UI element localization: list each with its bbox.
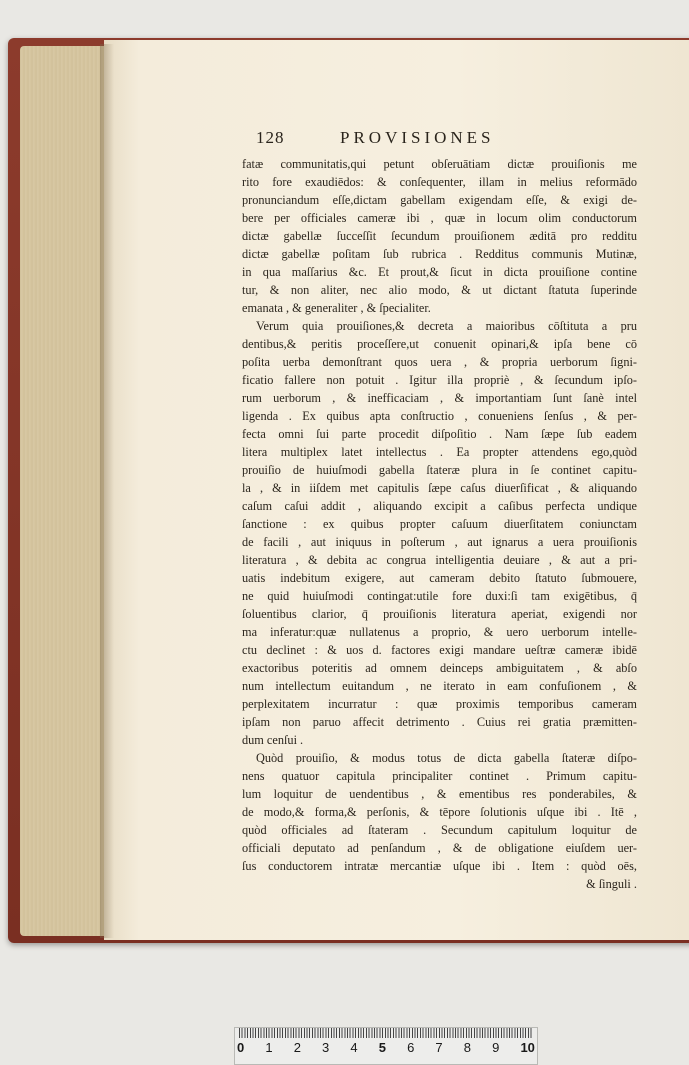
text-line: rito fore exaudiēdos: & conſequenter, illam in melius reformādo <box>242 175 637 189</box>
text-line: dentibus,& peritis proceſſere,ut conuenit opinari,& ipſa bene cō <box>242 337 637 351</box>
ruler-label: 3 <box>322 1040 330 1055</box>
text-line: ficatio fallere non potuit . Igitur illa propriè , & ſecundum ipſo- <box>242 373 637 387</box>
text-line: num intellectum euitandum , ne iterato in eam confuſionem , & <box>242 679 637 693</box>
ruler-label: 8 <box>463 1040 471 1055</box>
text-line: dictæ gabellæ poſitam ſub rubrica . Redditus communis Mutinæ, <box>242 247 637 261</box>
page-header <box>256 128 556 152</box>
text-line: in qua maſſarius &c. Et prout,& ſicut in dicta prouiſione contine <box>242 265 637 279</box>
text-line: litera multiplex latet intellectus . Ea propter attendens ego,quòd <box>242 445 637 459</box>
text-line: ſanctione : ex quibus propter caſuum diuerſitatem coniunctam <box>242 517 637 531</box>
scale-ruler <box>234 1027 538 1065</box>
text-line: exactoribus poteritis ad omnem deinceps ambiguitatem , & abſo <box>242 661 637 675</box>
text-line: ctu declinet : & uos d. factores exigi mandare ueſtræ cameræ ibidē <box>242 643 637 657</box>
text-line: literatura , & debita ac congrua intelligentia deuiare , & aut a pri- <box>242 553 637 567</box>
text-line: fecta omni ſui parte procedit diſpoſitio . Nam ſæpe ſub eadem <box>242 427 637 441</box>
text-line: Quòd prouiſio, & modus totus de dicta gabella ſtateræ diſpo- <box>256 751 637 765</box>
text-line: bere per officiales cameræ ibi , quæ in locum olim conductorum <box>242 211 637 225</box>
ruler-label: 2 <box>293 1040 301 1055</box>
ruler-label: 9 <box>492 1040 500 1055</box>
text-line: ne quid huiuſmodi contingat:utile fore duxi:ſi tam exigētibus, q̄ <box>242 589 637 603</box>
text-line: rum uerborum , & inefficaciam , & importantiam ſunt ſanè intel <box>242 391 637 405</box>
text-line: poſita uerba demonſtrant quos uera , & propria uerborum ſigni- <box>242 355 637 369</box>
text-line: ſoluentibus clarior, q̄ prouiſionis literatura aperiat, exigendi nor <box>242 607 637 621</box>
page-gutter-shadow <box>100 44 114 938</box>
running-head: PROVISIONES <box>340 128 495 147</box>
text-line: de modo,& forma,& perſonis, & tēpore ſolutionis uſque ibi . Itē , <box>242 805 637 819</box>
ruler-label: 5 <box>378 1040 386 1055</box>
text-line: dum cenſui . <box>242 733 304 747</box>
ruler-label: 4 <box>350 1040 358 1055</box>
text-line: caſum caſui addit , aliquando excipit a caſibus perfecta undique <box>242 499 637 513</box>
text-line: emanata , & generaliter , & ſpecialiter. <box>242 301 431 315</box>
ruler-label: 1 <box>265 1040 273 1055</box>
ruler-label: 0 <box>237 1040 245 1055</box>
text-line: fatæ communitatis,qui petunt obſeruātiam dictæ prouiſionis me <box>242 157 637 171</box>
text-line: quòd officiales ad ſtateram . Secundum capitulum loquitur de <box>242 823 637 837</box>
text-line: ma inferatur:quæ nullatenus a proprio, & uero uerborum intelle- <box>242 625 637 639</box>
text-line: & ſinguli . <box>586 877 637 891</box>
text-line: pronunciandum eſſe,dictam gabellam exigendam eſſe, & exigi de- <box>242 193 637 207</box>
text-line: uatis indebitum exigere, aut cameram debito ſtatuto ſubmouere, <box>242 571 637 585</box>
text-line: Verum quia prouiſiones,& decreta a maioribus cōſtituta a pru <box>256 319 637 333</box>
ruler-ticks <box>239 1028 533 1038</box>
text-line: prouiſio de huiuſmodi gabella ſtateræ plura in ſe continet capitu- <box>242 463 637 477</box>
text-line: ſus conductorem intratæ mercantiæ uſque ibi . Item : quòd oēs, <box>242 859 637 873</box>
page-edges <box>20 46 110 936</box>
text-line: lum loquitur de uendentibus , & ementibus res ponderabiles, & <box>242 787 637 801</box>
text-line: de facili , aut iniquus in poſterum , aut ignarus a uera prouiſionis <box>242 535 637 549</box>
text-line: tur, & non aliter, nec alio modo, & ut dictant ſtatuta ſuperinde <box>242 283 637 297</box>
ruler-label: 7 <box>435 1040 443 1055</box>
text-line: nens quatuor capitula principaliter continet . Primum capitu- <box>242 769 637 783</box>
ruler-label: 6 <box>407 1040 415 1055</box>
ruler-label: 10 <box>520 1040 535 1055</box>
page-number: 128 <box>256 128 285 147</box>
text-line: officiali deputato ad penſandum , & de obligatione eiuſdem uer- <box>242 841 637 855</box>
text-line: perplexitatem incurratur : quæ proximis temporibus cameram <box>242 697 637 711</box>
text-line: la , & in iiſdem met capitulis ſæpe caſus diuerſificat , & aliquando <box>242 481 637 495</box>
text-line: ligenda . Ex quibus apta conſtructio , conueniens ſenſus , & per- <box>242 409 637 423</box>
text-line: dictæ gabellæ ſucceſſit ſecundum prouiſionem æditā pro redditu <box>242 229 637 243</box>
text-line: ipſam non paruo affecit detrimento . Cuius rei gratia præmitten- <box>242 715 637 729</box>
body-text <box>242 155 637 893</box>
ruler-labels <box>237 1040 535 1060</box>
